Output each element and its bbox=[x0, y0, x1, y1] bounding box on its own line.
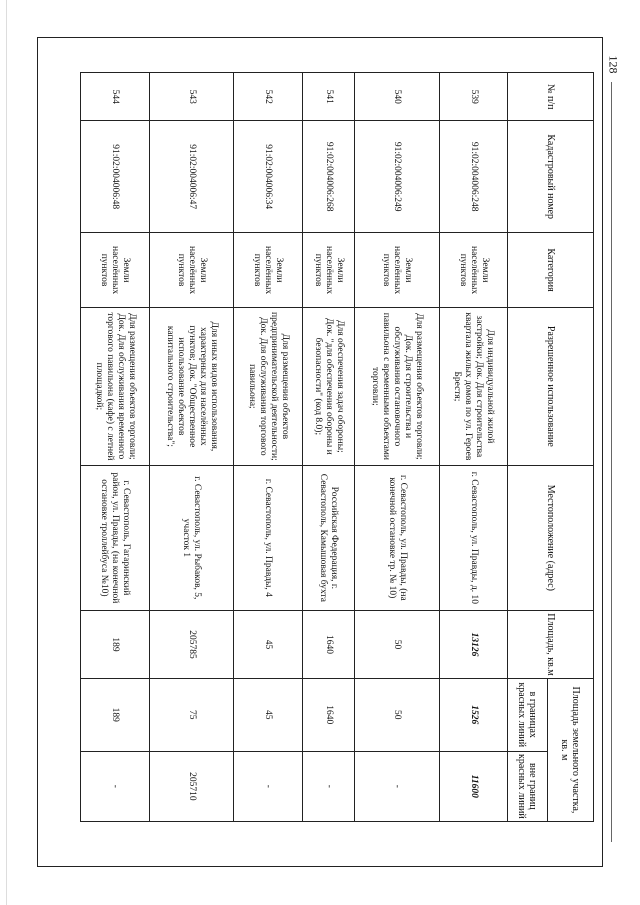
cell-category: Земли населённых пунктов bbox=[81, 232, 150, 307]
cell-inside: 50 bbox=[355, 678, 440, 751]
cell-area: 1640 bbox=[302, 611, 354, 679]
cell-use: Для иных видов использования, характерных для населённых пунктов; Док. "Общественное использование объектов капитального строительства"; bbox=[149, 308, 234, 466]
table-row bbox=[355, 73, 440, 822]
cell-location: г. Севастополь, Гагаринский район, ул. Правды, (на конечной остановке троллейбуса №10) bbox=[81, 465, 150, 610]
cell-location: г. Севастополь, ул. Правды, д. 10 bbox=[439, 465, 507, 610]
header-use: Разрешенное использование bbox=[508, 308, 594, 466]
cell-outside: 205710 bbox=[149, 751, 234, 821]
cell-area: 205785 bbox=[149, 611, 234, 679]
cell-outside: - bbox=[81, 751, 150, 821]
header-num: № п/п bbox=[508, 73, 594, 121]
rotated-table-wrapper bbox=[80, 72, 594, 822]
cell-location: г. Севастополь, ул. Правды, (на конечной остановке тр. № 10) bbox=[355, 465, 440, 610]
cell-location: г. Севастополь, ул. Правды, 4 bbox=[234, 465, 302, 610]
cell-category: Земли населённых пунктов bbox=[302, 232, 354, 307]
header-cadastral: Кадастровый номер bbox=[508, 121, 594, 233]
header-plot-area: Площадь земельного участка, кв. м bbox=[548, 678, 594, 821]
table-row bbox=[149, 73, 234, 822]
cell-cadastral: 91:02:004006:48 bbox=[81, 121, 150, 233]
cell-inside: 45 bbox=[234, 678, 302, 751]
cell-inside: 1526 bbox=[439, 678, 507, 751]
cell-use: Для индивидуальной жилой застройки; Док. Для строительства квартала жилых домов по ул. Героев Брестя; bbox=[439, 308, 507, 466]
cell-num: 539 bbox=[439, 73, 507, 121]
cell-cadastral: 91:02:004006:248 bbox=[439, 121, 507, 233]
cell-area: 50 bbox=[355, 611, 440, 679]
cell-inside: 189 bbox=[81, 678, 150, 751]
cell-num: 544 bbox=[81, 73, 150, 121]
cell-inside: 75 bbox=[149, 678, 234, 751]
cell-outside: - bbox=[302, 751, 354, 821]
cell-cadastral: 91:02:004006:268 bbox=[302, 121, 354, 233]
cell-num: 543 bbox=[149, 73, 234, 121]
cell-area: 13126 bbox=[439, 611, 507, 679]
header-inside: в границах красных линий bbox=[508, 678, 548, 751]
cell-area: 45 bbox=[234, 611, 302, 679]
header-location: Местоположение (адрес) bbox=[508, 465, 594, 610]
cell-location: Российская Федерация, г. Севастополь, Камышовая бухта bbox=[302, 465, 354, 610]
cell-inside: 1640 bbox=[302, 678, 354, 751]
cell-num: 541 bbox=[302, 73, 354, 121]
cell-category: Земли населённых пунктов bbox=[149, 232, 234, 307]
cell-outside: 11600 bbox=[439, 751, 507, 821]
footer-rule bbox=[611, 82, 612, 842]
cell-num: 540 bbox=[355, 73, 440, 121]
cell-category: Земли населённых пунктов bbox=[355, 232, 440, 307]
table-row bbox=[234, 73, 302, 822]
page-number: 128 bbox=[606, 55, 621, 74]
cell-cadastral: 91:02:004006:34 bbox=[234, 121, 302, 233]
cell-location: г. Севастополь, ул. Рыбаков, 5, участок 1 bbox=[149, 465, 234, 610]
cell-use: Для размещения объектов торговли; Док. Для строительства и обслуживания остановочного павильона с временными объектами торговли; bbox=[355, 308, 440, 466]
table-row bbox=[81, 73, 150, 822]
cell-area: 189 bbox=[81, 611, 150, 679]
table-row bbox=[302, 73, 354, 822]
cell-category: Земли населённых пунктов bbox=[439, 232, 507, 307]
cell-num: 542 bbox=[234, 73, 302, 121]
cell-use: Для размещения объектов предпринимательской деятельности; Док. Для обслуживания торгового павильона; bbox=[234, 308, 302, 466]
cell-use: Для размещения объектов торговли; Док. Для обслуживания временного торгового павильона (кафе) с летней площадкой; bbox=[81, 308, 150, 466]
header-category: Категория bbox=[508, 232, 594, 307]
cell-use: Для обеспечения задач обороны; Док. "для обеспечения обороны и безопасности" (код 8.0); bbox=[302, 308, 354, 466]
table-row bbox=[439, 73, 507, 822]
cell-outside: - bbox=[234, 751, 302, 821]
cell-outside: - bbox=[355, 751, 440, 821]
header-area: Площадь, кв.м bbox=[508, 611, 594, 679]
header-outside: вне границ красных линий bbox=[508, 751, 548, 821]
cell-cadastral: 91:02:004006:249 bbox=[355, 121, 440, 233]
cell-category: Земли населённых пунктов bbox=[234, 232, 302, 307]
scan-edge-line bbox=[6, 0, 7, 905]
cell-cadastral: 91:02:004006:47 bbox=[149, 121, 234, 233]
land-plots-table bbox=[80, 72, 594, 822]
